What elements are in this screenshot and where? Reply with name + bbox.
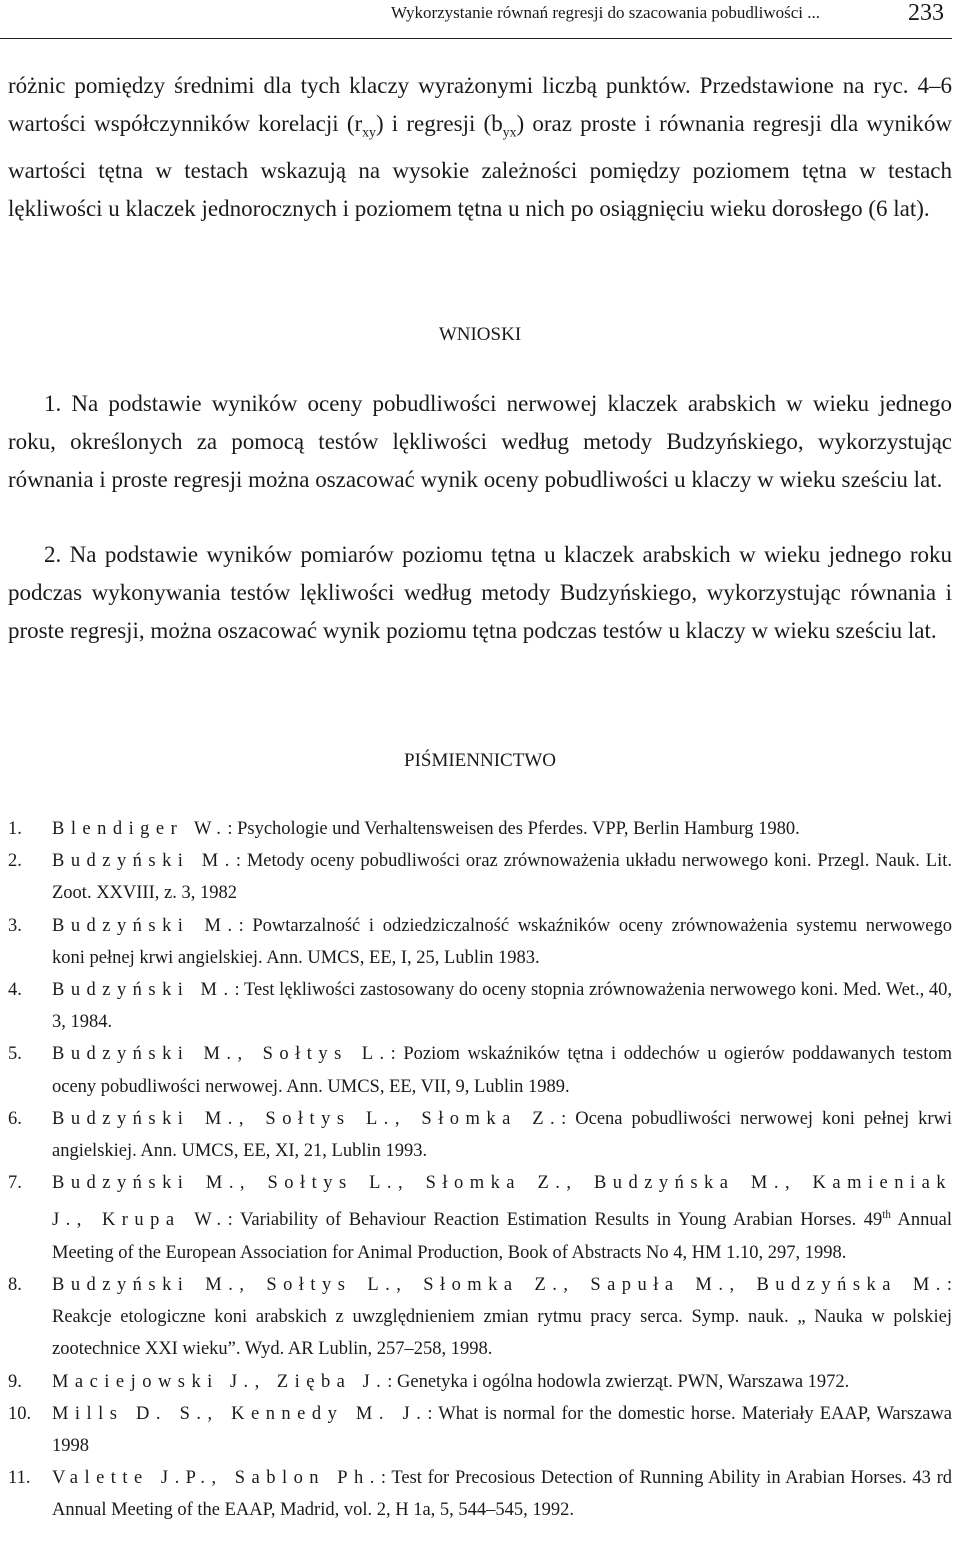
reference-number: 11. [8, 1468, 31, 1489]
reference-item [8, 910, 952, 974]
references-list [8, 813, 952, 1527]
references-heading: PIŚMIENNICTWO [404, 750, 556, 771]
reference-authors: Budzyński M., Sołtys L., Słomka Z., Sapuła M., Budzyńska M. [52, 1275, 947, 1295]
reference-number: 10. [8, 1403, 32, 1424]
reference-number: 7. [8, 1173, 22, 1194]
conclusion-item [8, 536, 952, 650]
reference-authors: Budzyński M. [52, 851, 236, 872]
running-header [0, 0, 952, 39]
reference-text: : Reakcje etologiczne koni arabskich z uwzględnieniem zmian rytmu pracy serca. Symp. nauk. „ Nauka w polskiej zootechnice XXI wieku”. Wyd. AR Lublin, 257–258, 1998. [52, 1275, 952, 1360]
reference-authors: Budzyński M., Sołtys L., Słomka Z. [52, 1108, 562, 1129]
reference-item [8, 1269, 952, 1366]
reference-text-cont: Annual Meeting of the European Association for Animal Production, Book of Abstracts No 4, HM 1.10, 297, 1998. [52, 1210, 952, 1263]
reference-text: : Test lękliwości zastosowany do oceny stopnia zrównoważenia nerwowego koni. Med. Wet., 40, 3, 1984. [52, 980, 952, 1033]
reference-text: : Powtarzalność i odziedziczalność wskaźników oceny zrównoważenia systemu nerwowego koni pełnej krwi angielskiej. Ann. UMCS, EE, I, 25, Lublin 1983. [52, 915, 952, 968]
running-title: Wykorzystanie równań regresji do szacowania pobudliwości ... [390, 3, 820, 22]
reference-item [8, 1103, 952, 1167]
reference-number: 8. [8, 1275, 22, 1295]
reference-text: : Genetyka i ogólna hodowla zwierząt. PWN, Warszawa 1972. [387, 1371, 850, 1392]
conclusion-item [8, 385, 952, 499]
reference-item [8, 1038, 952, 1102]
intro-text-2: ) i regresji (b [375, 111, 503, 136]
reference-authors: Budzyński M., Sołtys L. [52, 1044, 391, 1065]
intro-text-1: różnic pomiędzy średnimi dla tych klaczy wyrażonymi liczbą punktów. Przedstawione na ryc. 4–6 wartości współczynników korelacji (r [8, 73, 952, 136]
reference-text: : Test for Precosious Detection of Running Ability in Arabian Horses. 43 rd Annual Meeting of the EAAP, Madrid, vol. 2, H 1a, 5, 544–545, 1992. [52, 1468, 952, 1521]
reference-text: : What is normal for the domestic horse. Materiały EAAP, Warszawa 1998 [52, 1403, 953, 1457]
reference-authors: Maciejowski J., Zięba J. [52, 1371, 388, 1392]
reference-authors: Budzyński M. [52, 980, 235, 1001]
reference-number: 6. [8, 1108, 22, 1129]
reference-authors: Mills D. S., Kennedy M. J. [52, 1403, 428, 1424]
intro-subscript-yx: yx [502, 124, 517, 140]
reference-number: 4. [8, 980, 22, 1001]
reference-authors: Valette J.P., Sablon Ph. [52, 1468, 381, 1489]
reference-text: : Metody oceny pobudliwości oraz zrównoważenia układu nerwowego koni. Przegl. Nauk. Lit. Zoot. XXVIII, z. 3, 1982 [52, 851, 953, 904]
reference-item [8, 1398, 952, 1462]
reference-number: 3. [8, 915, 22, 936]
reference-number: 2. [8, 851, 22, 872]
reference-text: : Variability of Behaviour Reaction Estimation Results in Young Arabian Horses. 49 [227, 1210, 883, 1231]
reference-item [8, 974, 952, 1038]
reference-text: : Poziom wskaźników tętna i oddechów u ogierów poddawanych testom oceny pobudliwości nerwowej. Ann. UMCS, EE, VII, 9, Lublin 1989. [52, 1044, 952, 1097]
reference-item [8, 845, 952, 909]
reference-item [8, 813, 952, 845]
conclusions-heading: WNIOSKI [438, 324, 522, 345]
reference-text: : Ocena pobudliwości nerwowej koni pełnej krwi angielskiej. Ann. UMCS, EE, XI, 21, Lublin 1993. [52, 1108, 952, 1162]
conclusion-text-2: 2. Na podstawie wyników pomiarów poziomu tętna u klaczek arabskich w wieku jednego roku podczas wykonywania testów lękliwości według metody Budzyńskiego, wykorzystując równania i proste regresji, można oszacować wynik poziomu tętna podczas testów u klaczy w wieku sześciu lat. [8, 542, 952, 643]
reference-item [8, 1366, 952, 1398]
page-number: 233 [908, 0, 944, 26]
reference-superscript: th [882, 1209, 891, 1222]
reference-authors: Budzyński M. [52, 915, 239, 936]
reference-number: 1. [8, 819, 22, 839]
reference-authors: Blendiger W. [52, 819, 228, 839]
reference-number: 9. [8, 1371, 22, 1392]
reference-item [8, 1462, 952, 1526]
intro-paragraph [8, 67, 952, 228]
reference-number: 5. [8, 1044, 22, 1065]
intro-text-3: ) oraz proste i równania regresji dla wyników wartości tętna w testach wskazują na wysokie zależności pomiędzy poziomem tętna w testach lękliwości u klaczek jednorocznych i poziomem tętna u nich po osiągnięciu wieku dorosłego (6 lat). [8, 111, 952, 221]
reference-authors: Budzyński M., Sołtys L., Słomka Z., Budzyńska M., Kamieniak J., Krupa W. [52, 1173, 952, 1231]
reference-text: : Psychologie und Verhaltensweisen des Pferdes. VPP, Berlin Hamburg 1980. [227, 819, 800, 839]
intro-subscript-xy: xy [362, 124, 376, 140]
conclusion-text-1: 1. Na podstawie wyników oceny pobudliwości nerwowej klaczek arabskich w wieku jednego roku, określonych za pomocą testów lękliwości według metody Budzyńskiego, wykorzystując równania i proste regresji można oszacować wynik oceny pobudliwości u klaczy w wieku sześciu lat. [8, 391, 952, 492]
reference-item [8, 1167, 952, 1269]
